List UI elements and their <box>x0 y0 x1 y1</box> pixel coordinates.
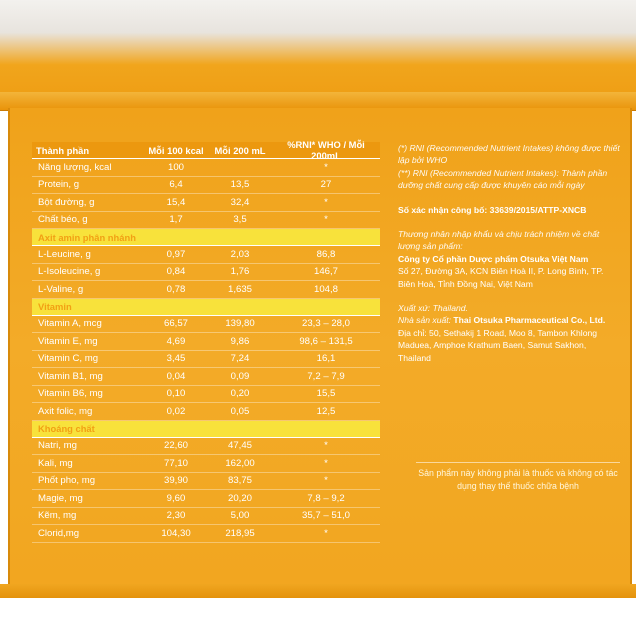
value-rni: * <box>324 475 328 487</box>
manufacturer-name: Thai Otsuka Pharmaceutical Co., Ltd. <box>453 315 606 326</box>
nutrient-name: L-Leucine, g <box>38 248 91 260</box>
nutrient-name: Vitamin A, mcg <box>38 318 102 330</box>
value-rni: 23,3 – 28,0 <box>301 318 350 330</box>
value-per-100kcal: 3,45 <box>166 353 186 365</box>
value-per-200ml: 162,00 <box>225 457 255 469</box>
rni-definition-note: (**) RNI (Recommended Nutrient Intakes): Thành phần dưỡng chất cung cấp được khuyên cáo mỗi ngày <box>398 167 608 191</box>
nutrient-name: Kẽm, mg <box>38 510 77 522</box>
value-per-200ml: 20,20 <box>227 492 252 504</box>
value-per-200ml: 5,00 <box>230 510 250 522</box>
value-per-100kcal: 1,7 <box>169 214 183 226</box>
header-rni: %RNI* WHO / Mỗi 200mL <box>287 139 365 161</box>
value-per-200ml: 0,05 <box>230 405 250 417</box>
value-rni: 35,7 – 51,0 <box>301 510 350 522</box>
box-bottom-edge <box>0 584 636 598</box>
value-rni: * <box>324 457 328 469</box>
value-rni: 98,6 – 131,5 <box>299 335 353 347</box>
table-section-header: Khoáng chất <box>32 421 380 438</box>
table-row <box>32 455 380 473</box>
value-per-200ml: 1,76 <box>230 266 250 278</box>
table-body <box>32 159 380 543</box>
nutrient-name: Vitamin E, mg <box>38 335 98 347</box>
value-rni: 27 <box>320 179 332 191</box>
nutrient-name: Năng lượng, kcal <box>38 161 112 173</box>
value-per-100kcal: 100 <box>167 161 184 173</box>
value-per-100kcal: 77,10 <box>163 457 188 469</box>
table-row <box>32 473 380 491</box>
value-per-100kcal: 0,10 <box>166 388 186 400</box>
header-component: Thành phần <box>36 144 90 156</box>
value-rni: * <box>324 214 328 226</box>
background-floor <box>0 598 636 636</box>
info-column <box>398 142 620 364</box>
table-row <box>32 333 380 351</box>
table-section-header: Vitamin <box>32 299 380 316</box>
value-per-100kcal: 0,84 <box>166 266 186 278</box>
table-row <box>32 508 380 526</box>
header-per-200ml: Mỗi 200 mL <box>214 144 266 156</box>
table-row <box>32 194 380 212</box>
value-rni: * <box>324 196 328 208</box>
nutrient-name: Kali, mg <box>38 457 73 469</box>
value-per-200ml: 3,5 <box>233 214 247 226</box>
nutrient-name: Vitamin B1, mg <box>38 370 103 382</box>
nutrient-name: Magie, mg <box>38 492 83 504</box>
registration-number: Số xác nhận công bố: 33639/2015/ATTP-XNCB <box>398 204 587 215</box>
value-rni: 15,5 <box>316 388 336 400</box>
value-per-200ml: 0,09 <box>230 370 250 382</box>
value-per-100kcal: 0,97 <box>166 248 186 260</box>
value-per-200ml: 47,45 <box>227 440 252 452</box>
value-rni: 16,1 <box>316 353 336 365</box>
importer-name: Công ty Cổ phần Dược phẩm Otsuka Việt Nam <box>398 253 589 264</box>
table-row <box>32 159 380 177</box>
table-row <box>32 281 380 299</box>
value-per-100kcal: 2,30 <box>166 510 186 522</box>
value-rni: * <box>324 161 328 173</box>
value-per-100kcal: 4,69 <box>166 335 186 347</box>
header-per-100kcal: Mỗi 100 kcal <box>148 144 204 156</box>
nutrient-name: Vitamin C, mg <box>38 353 99 365</box>
manufacturer <box>398 314 620 326</box>
value-rni: 146,7 <box>313 266 338 278</box>
importer-label: Thương nhân nhập khẩu và chịu trách nhiệm về chất lượng sản phẩm: <box>398 229 600 252</box>
value-per-200ml: 9,86 <box>230 335 250 347</box>
nutrient-name: Clorid,mg <box>38 527 80 539</box>
value-per-200ml: 1,635 <box>227 283 252 295</box>
nutrient-name: L-Valine, g <box>38 283 84 295</box>
table-row <box>32 386 380 404</box>
value-per-200ml: 32,4 <box>230 196 250 208</box>
value-per-200ml: 7,24 <box>230 353 250 365</box>
nutrient-name: Bột đường, g <box>38 196 95 208</box>
manufacturer-label: Nhà sản xuất: <box>398 315 452 326</box>
importer-address: Số 27, Đường 3A, KCN Biên Hoà II, P. Long Bình, TP. Biên Hoà, Tỉnh Đồng Nai, Việt Nam <box>398 266 604 289</box>
table-header <box>32 139 380 161</box>
nutrient-name: Protein, g <box>38 179 80 191</box>
origin: Xuất xứ: Thailand. <box>398 303 468 314</box>
value-rni: * <box>324 440 328 452</box>
table-row <box>32 490 380 508</box>
value-per-100kcal: 104,30 <box>161 527 191 539</box>
value-per-200ml: 2,03 <box>230 248 250 260</box>
value-per-100kcal: 0,78 <box>166 283 186 295</box>
table-row <box>32 525 380 543</box>
table-row <box>32 403 380 421</box>
nutrient-name: Chất béo, g <box>38 214 88 226</box>
nutrient-name: Vitamin B6, mg <box>38 388 103 400</box>
value-per-200ml: 83,75 <box>227 475 252 487</box>
value-rni: 12,5 <box>316 405 336 417</box>
nutrition-table <box>32 139 380 543</box>
value-per-200ml: 218,95 <box>225 527 255 539</box>
value-per-100kcal: 22,60 <box>163 440 188 452</box>
value-per-100kcal: 6,4 <box>169 179 183 191</box>
table-row <box>32 438 380 456</box>
nutrient-name: Phốt pho, mg <box>38 475 96 487</box>
table-row <box>32 368 380 386</box>
value-per-200ml: 139,80 <box>225 318 255 330</box>
value-rni: 104,8 <box>313 283 338 295</box>
table-row <box>32 177 380 195</box>
table-section-header: Axit amin phân nhánh <box>32 229 380 246</box>
value-per-100kcal: 9,60 <box>166 492 186 504</box>
value-rni: 86,8 <box>316 248 336 260</box>
value-per-200ml: 0,20 <box>230 388 250 400</box>
not-medicine-warning: Sản phẩm này không phải là thuốc và không có tác dụng thay thế thuốc chữa bệnh <box>416 462 620 492</box>
value-rni: 7,2 – 7,9 <box>307 370 345 382</box>
value-per-200ml: 13,5 <box>230 179 250 191</box>
table-row <box>32 316 380 334</box>
value-per-100kcal: 15,4 <box>166 196 186 208</box>
table-row <box>32 264 380 282</box>
value-per-100kcal: 39,90 <box>163 475 188 487</box>
nutrient-name: Natri, mg <box>38 440 77 452</box>
rni-note: (*) RNI (Recommended Nutrient Intakes) không được thiết lập bởi WHO <box>398 143 620 166</box>
table-row <box>32 212 380 230</box>
value-rni: * <box>324 527 328 539</box>
value-per-100kcal: 66,57 <box>163 318 188 330</box>
table-row <box>32 351 380 369</box>
nutrient-name: Axit folic, mg <box>38 405 93 417</box>
table-row <box>32 246 380 264</box>
value-per-100kcal: 0,04 <box>166 370 186 382</box>
value-rni: 7,8 – 9,2 <box>307 492 345 504</box>
manufacturer-address: Địa chỉ: 50, Sethakij 1 Road, Moo 8, Tambon Khlong Maduea, Amphoe Krathum Baen, Samut Sakhon, Thailand <box>398 327 598 363</box>
nutrient-name: L-Isoleucine, g <box>38 266 101 278</box>
value-per-100kcal: 0,02 <box>166 405 186 417</box>
